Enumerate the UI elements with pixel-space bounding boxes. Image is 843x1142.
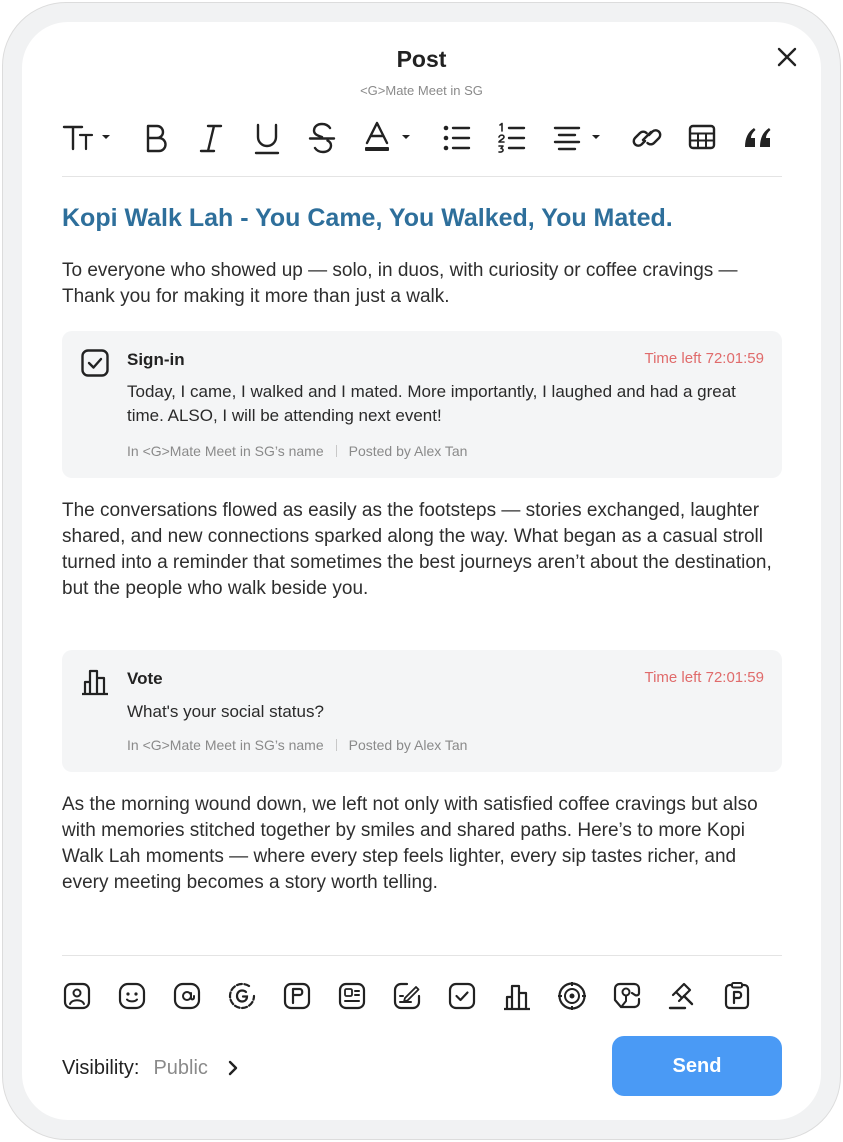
visibility-value: Public [153,1056,208,1079]
quote-icon [742,118,774,158]
emoji-icon [117,981,147,1011]
table-icon [687,118,717,158]
italic-button[interactable] [197,118,225,158]
closing-paragraph: As the morning wound down, we left not only with satisfied coffee cravings but also with memories stitched together by smiles and shared paths. Here’s to more Kopi Walk Lah moments — where every step feels lighter, every sip tastes richer, and every meeting becomes a story worth telling. [62,794,758,893]
bold-button[interactable] [142,118,170,158]
attach-flag-button[interactable] [282,978,312,1014]
attach-gif-button[interactable] [227,978,257,1014]
vote-meta-group: In <G>Mate Meet in SG’s name [127,737,324,753]
attach-mention-button[interactable] [172,978,202,1014]
signin-meta [127,443,467,459]
body-paragraph: The conversations flowed as easily as the footsteps — stories exchanged, laughter shared, and new connections sparked along the way. What began as a casual stroll turned into a reminder that sometimes the best journeys aren’t about the destination, but the people who walk beside you. [62,500,772,599]
numbered-list-icon [497,118,527,158]
text-color-icon [362,118,414,158]
attach-target-button[interactable] [557,978,587,1014]
bullet-list-icon [442,118,472,158]
gif-icon [227,981,257,1011]
link-button[interactable] [632,118,662,158]
text-size-icon [62,118,114,158]
parking-icon [722,981,752,1011]
post-headline: Kopi Walk Lah - You Came, You Walked, You Mated. [62,204,673,232]
attach-gavel-button[interactable] [667,978,697,1014]
bullet-list-button[interactable] [442,118,472,158]
numbered-list-button[interactable] [497,118,527,158]
visibility-selector[interactable] [62,1054,240,1082]
flag-icon [282,981,312,1011]
strikethrough-icon [307,118,337,158]
attach-parking-button[interactable] [722,978,752,1014]
gavel-icon [667,981,697,1011]
map-icon [612,981,642,1011]
table-button[interactable] [687,118,717,158]
mention-icon [172,981,202,1011]
underline-button[interactable] [252,118,282,158]
formatting-toolbar [62,118,782,158]
intro-paragraph: To everyone who showed up — solo, in duos, with curiosity or coffee cravings — Thank you for making it more than just a walk. [62,260,738,307]
content-divider [62,955,782,956]
visibility-label: Visibility: [62,1056,140,1079]
vote-title: Vote [127,669,163,688]
signin-text: Today, I came, I walked and I mated. More importantly, I laughed and had a great time. ALSO, I will be attending next event! [127,382,736,425]
close-icon [772,42,802,72]
bold-icon [142,118,170,158]
vote-time-left: Time left 72:01:59 [644,669,764,686]
chevron-right-icon[interactable] [226,1058,240,1078]
attach-signin-button[interactable] [447,978,477,1014]
meta-separator [336,739,337,751]
dialog-title: Post [396,46,447,72]
attach-map-button[interactable] [612,978,642,1014]
send-button[interactable]: Send [612,1036,782,1096]
attach-emoji-button[interactable] [117,978,147,1014]
meta-separator [336,445,337,457]
target-icon [557,981,587,1011]
profile-card-icon [337,981,367,1011]
dialog-subtitle: <G>Mate Meet in SG [360,83,483,98]
signin-meta-group: In <G>Mate Meet in SG’s name [127,443,324,459]
checkbox-icon [447,981,477,1011]
strikethrough-button[interactable] [307,118,337,158]
checkbox-icon [80,348,110,378]
align-button[interactable] [552,118,604,158]
bar-chart-icon [80,666,110,696]
text-size-button[interactable] [62,118,114,158]
attachment-toolbar [62,978,782,1014]
signin-title: Sign-in [127,350,185,369]
bar-chart-icon [502,981,532,1011]
attach-profile-card-button[interactable] [337,978,367,1014]
underline-icon [252,118,282,158]
toolbar-divider [62,176,782,177]
vote-question: What's your social status? [127,702,324,721]
link-icon [632,118,662,158]
italic-icon [197,118,225,158]
vote-block[interactable] [62,650,782,772]
edit-note-icon [392,981,422,1011]
attach-image-button[interactable] [62,978,92,1014]
attach-vote-button[interactable] [502,978,532,1014]
image-icon [62,981,92,1011]
signin-meta-author: Posted by Alex Tan [348,443,468,459]
vote-meta-author: Posted by Alex Tan [348,737,468,753]
attach-edit-note-button[interactable] [392,978,422,1014]
close-button[interactable] [772,42,802,72]
align-icon [552,118,604,158]
signin-time-left: Time left 72:01:59 [644,350,764,367]
quote-button[interactable] [742,118,774,158]
text-color-button[interactable] [362,118,414,158]
vote-meta [127,737,467,753]
signin-block[interactable] [62,331,782,478]
